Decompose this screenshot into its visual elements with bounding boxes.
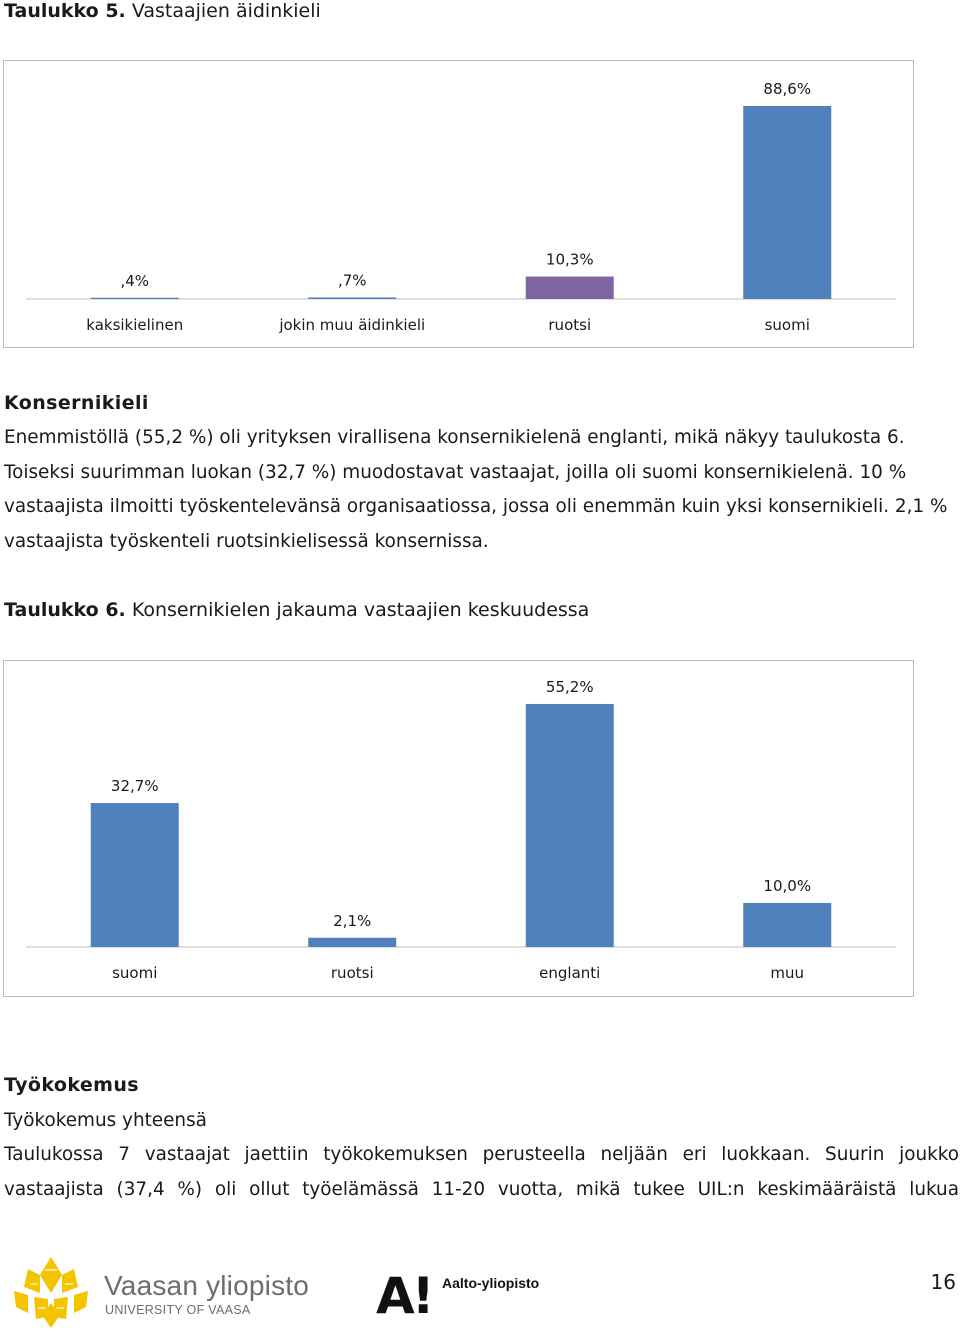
- bar-0: [91, 803, 179, 947]
- bar-2: [526, 704, 614, 947]
- paragraph-konsernikieli: [4, 421, 959, 560]
- category-label: englanti: [539, 964, 601, 982]
- section-heading-tyokokemus: Työkokemus: [4, 1074, 139, 1096]
- data-label: 10,0%: [763, 876, 812, 895]
- bar-1: [308, 297, 396, 299]
- aalto-logo-icon: A!: [376, 1267, 432, 1325]
- table5-label: Taulukko 5.: [4, 0, 126, 22]
- data-label: 10,3%: [545, 250, 594, 269]
- chart-mother-tongue: [3, 60, 914, 348]
- paragraph-line: vastaajista (37,4 %) oli ollut työelämässä 11-20 vuotta, mikä tukee UIL:n keskimääräistä lukua: [4, 1178, 959, 1200]
- table5-title: Vastaajien äidinkieli: [131, 0, 321, 22]
- category-label: suomi: [764, 316, 810, 334]
- section-subheading: Työkokemus yhteensä: [4, 1110, 207, 1131]
- data-label: 55,2%: [545, 678, 594, 696]
- university-name: Vaasan yliopisto: [104, 1270, 310, 1301]
- university-subtitle: UNIVERSITY OF VAASA: [105, 1303, 251, 1317]
- chart-mother-tongue-svg: [4, 61, 915, 349]
- bar-3: [743, 106, 831, 299]
- table6-label: Taulukko 6.: [4, 599, 126, 621]
- table5-caption: [4, 0, 321, 22]
- category-label: muu: [770, 964, 805, 982]
- category-label: kaksikielinen: [86, 316, 184, 334]
- paragraph-tyokokemus: [4, 1138, 959, 1207]
- bar-1: [308, 938, 396, 947]
- chart-group-language: [3, 660, 914, 997]
- category-label: suomi: [112, 964, 158, 982]
- paragraph-line: Toiseksi suurimman luokan (32,7 %) muodostavat vastaajat, joilla oli suomi konsernikielenä. 10 %: [4, 461, 907, 483]
- category-label: jokin muu äidinkieli: [279, 316, 426, 334]
- bar-0: [91, 298, 179, 299]
- category-label: ruotsi: [548, 316, 592, 334]
- chart-group-language-svg: [4, 661, 915, 998]
- aalto-name: Aalto-yliopisto: [442, 1275, 540, 1291]
- paragraph-line: vastaajista työskenteli ruotsinkielisessä konsernissa.: [4, 531, 489, 553]
- vaasa-logo-icon: [10, 1255, 92, 1330]
- table6-caption: [4, 599, 589, 621]
- data-label: 2,1%: [333, 911, 372, 930]
- data-label: ,4%: [120, 271, 150, 290]
- bar-2: [526, 277, 614, 299]
- data-label: 32,7%: [110, 777, 159, 796]
- data-label: 88,6%: [763, 80, 812, 98]
- section-heading-konsernikieli: Konsernikieli: [4, 392, 149, 414]
- table6-title: Konsernikielen jakauma vastaajien keskuudessa: [131, 599, 590, 621]
- paragraph-line: vastaajista ilmoitti työskentelevänsä organisaatiossa, jossa oli enemmän kuin yksi konsernikieli. 2,1 %: [4, 496, 948, 518]
- bar-3: [743, 903, 831, 947]
- category-label: ruotsi: [330, 964, 374, 982]
- paragraph-line: Taulukossa 7 vastaajat jaettiin työkokemuksen perusteella neljään eri luokkaan. Suurin joukko: [4, 1144, 959, 1165]
- page-number: 16: [930, 1270, 956, 1294]
- data-label: ,7%: [337, 271, 367, 290]
- paragraph-line: Enemmistöllä (55,2 %) oli yrityksen virallisena konsernikielenä englanti, mikä näkyy taulukosta 6.: [4, 427, 905, 448]
